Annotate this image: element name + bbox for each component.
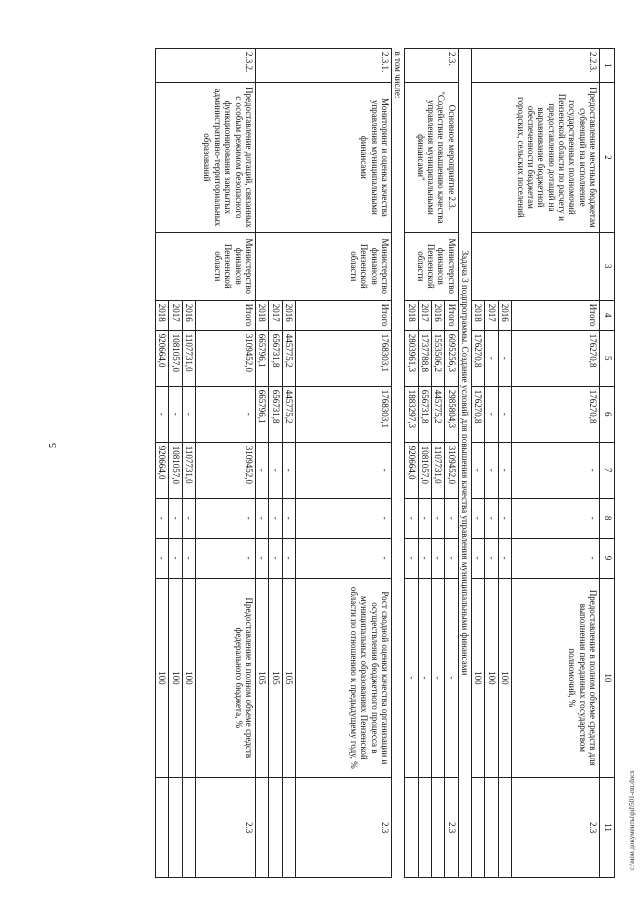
cell: - xyxy=(498,386,511,442)
cell: - xyxy=(282,498,295,538)
year-cell: 2018 xyxy=(255,300,268,330)
cell: - xyxy=(295,538,391,578)
cell: 1768303,1 xyxy=(295,386,391,442)
year-cell: 2018 xyxy=(471,300,484,330)
col-header: 9 xyxy=(600,538,615,578)
cell: - xyxy=(405,578,418,778)
cell: - xyxy=(182,386,195,442)
cell: 100 xyxy=(498,578,511,778)
cell: - xyxy=(255,498,268,538)
cell: 1553506,2 xyxy=(431,330,444,386)
cell: - xyxy=(512,538,600,578)
footer-file-path: c:\мои документы\pd\501-пп.docx xyxy=(628,770,636,870)
cell: 6095256,3 xyxy=(445,330,458,386)
cell: - xyxy=(169,538,182,578)
cell: 1081057,0 xyxy=(418,442,431,498)
cell xyxy=(255,778,268,878)
cell: 100 xyxy=(182,578,195,778)
cell: - xyxy=(445,578,458,778)
measure-name: Предоставление местным бюджетам субвенций на исполнение государственных полномочий Пензенской области по расчету и предоставлению дотаций на выравнивание бюджетной обеспеченности бюджетам городских, сельских поселений xyxy=(471,82,599,232)
col-header: 7 xyxy=(600,442,615,498)
year-cell: Итого xyxy=(445,300,458,330)
cell: 656731,8 xyxy=(269,330,282,386)
cell: 176270,8 xyxy=(512,330,600,386)
table-row xyxy=(445,49,458,878)
cell: 176270,8 xyxy=(471,330,484,386)
cell: 665796,1 xyxy=(255,330,268,386)
cell xyxy=(431,778,444,878)
cell: - xyxy=(169,386,182,442)
col-header: 11 xyxy=(600,778,615,878)
col-header: 1 xyxy=(600,49,615,83)
executor xyxy=(471,232,599,300)
cell: - xyxy=(418,578,431,778)
section-row xyxy=(458,49,471,878)
cell: 176270,8 xyxy=(471,386,484,442)
cell: - xyxy=(155,538,168,578)
year-cell: 2016 xyxy=(498,300,511,330)
cell: - xyxy=(269,498,282,538)
cell: - xyxy=(485,330,498,386)
cell: - xyxy=(485,442,498,498)
indicator-name: Предоставление в полном объеме средств федерального бюджета, % xyxy=(195,578,255,778)
cell: 2803961,3 xyxy=(405,330,418,386)
cell: - xyxy=(485,538,498,578)
cell xyxy=(405,778,418,878)
row-number: 2.3.2. xyxy=(155,49,255,83)
row-number: 2.3.1. xyxy=(255,49,391,83)
year-cell: Итого xyxy=(195,300,255,330)
col-header: 2 xyxy=(600,82,615,232)
cell: 656731,8 xyxy=(269,386,282,442)
cell: - xyxy=(498,442,511,498)
year-cell: 2016 xyxy=(282,300,295,330)
cell: - xyxy=(445,538,458,578)
cell: - xyxy=(255,538,268,578)
cell: 105 xyxy=(269,578,282,778)
year-cell: 2017 xyxy=(169,300,182,330)
col-header: 10 xyxy=(600,578,615,778)
cell: - xyxy=(498,538,511,578)
indicator-name: Предоставление в полном объеме средств для выполнения переданных государством полномочий, % xyxy=(512,578,600,778)
cell: 1768303,1 xyxy=(295,330,391,386)
cell: 2985804,3 xyxy=(445,386,458,442)
cell: 1081057,0 xyxy=(169,442,182,498)
col-header: 8 xyxy=(600,498,615,538)
executor: Министерство финансов Пензенской области xyxy=(405,232,458,300)
cell xyxy=(269,778,282,878)
section-row xyxy=(391,49,404,878)
measure-name: Предоставление дотаций, связанных с особым режимом безопасного функционирования закрытых административно-территориальных образований xyxy=(155,82,255,232)
cell xyxy=(182,778,195,878)
cell: - xyxy=(182,538,195,578)
measure-name: Основное мероприятие 2.3. "Содействие повышению качества управления муниципальными финансами" xyxy=(405,82,458,232)
cell: 1107731,0 xyxy=(182,330,195,386)
cell: 100 xyxy=(471,578,484,778)
cell: - xyxy=(512,442,600,498)
col-header: 3 xyxy=(600,232,615,300)
cell: - xyxy=(445,498,458,538)
cell: 445775,2 xyxy=(431,386,444,442)
cell: - xyxy=(195,538,255,578)
year-cell: 2016 xyxy=(182,300,195,330)
cell: 2.3 xyxy=(295,778,391,878)
col-header: 5 xyxy=(600,330,615,386)
cell: 176270,8 xyxy=(512,386,600,442)
cell: 2.3 xyxy=(512,778,600,878)
cell: 3109452,0 xyxy=(445,442,458,498)
cell: 100 xyxy=(169,578,182,778)
year-cell: 2017 xyxy=(269,300,282,330)
year-cell: 2016 xyxy=(431,300,444,330)
cell: 105 xyxy=(282,578,295,778)
table-row xyxy=(512,49,600,878)
cell: 100 xyxy=(155,578,168,778)
cell xyxy=(169,778,182,878)
cell: 920664,0 xyxy=(155,442,168,498)
cell xyxy=(155,778,168,878)
cell: 656731,8 xyxy=(418,386,431,442)
cell: 445775,2 xyxy=(282,330,295,386)
cell: - xyxy=(269,442,282,498)
cell: 1107731,0 xyxy=(431,442,444,498)
cell: - xyxy=(155,498,168,538)
row-number: 2.2.3. xyxy=(471,49,599,83)
year-cell: Итого xyxy=(512,300,600,330)
cell: 920664,0 xyxy=(405,442,418,498)
cell: - xyxy=(269,538,282,578)
cell: - xyxy=(485,386,498,442)
cell xyxy=(282,778,295,878)
cell: 2.3 xyxy=(195,778,255,878)
cell: - xyxy=(431,498,444,538)
cell: - xyxy=(471,442,484,498)
cell xyxy=(418,778,431,878)
cell: - xyxy=(431,538,444,578)
year-cell: 2017 xyxy=(418,300,431,330)
year-cell: 2018 xyxy=(155,300,168,330)
cell: - xyxy=(195,498,255,538)
cell: 1737788,8 xyxy=(418,330,431,386)
program-table xyxy=(155,48,615,878)
indicator-name: Рост сводной оценки качества организации и осуществления бюджетного процесса в муниципальных образованиях Пензенской области по отношению к предыдущему году, % xyxy=(295,578,391,778)
cell: - xyxy=(169,498,182,538)
cell: 3109452,0 xyxy=(195,442,255,498)
header-row xyxy=(600,49,615,878)
cell: - xyxy=(498,330,511,386)
cell: - xyxy=(182,498,195,538)
cell: - xyxy=(471,498,484,538)
cell: - xyxy=(471,538,484,578)
cell: 445775,2 xyxy=(282,386,295,442)
col-header: 6 xyxy=(600,386,615,442)
cell: 1107731,0 xyxy=(182,442,195,498)
cell: 665796,1 xyxy=(255,386,268,442)
cell: - xyxy=(512,498,600,538)
cell xyxy=(485,778,498,878)
cell: - xyxy=(155,386,168,442)
cell: - xyxy=(295,442,391,498)
cell: - xyxy=(498,498,511,538)
row-number: 2.3. xyxy=(405,49,458,83)
year-cell: 2018 xyxy=(405,300,418,330)
table-row xyxy=(295,49,391,878)
page-number: 5 xyxy=(48,443,59,448)
executor: Министерство финансов Пензенской области xyxy=(155,232,255,300)
executor: Министерство финансов Пензенской области xyxy=(255,232,391,300)
year-cell: 2017 xyxy=(485,300,498,330)
cell: - xyxy=(295,498,391,538)
table-row xyxy=(195,49,255,878)
in-that-number-label: в том числе: xyxy=(391,49,404,878)
task-heading: Задача 3 подпрограммы. Создание условий для повышения качества управления муниципальными финансами xyxy=(458,49,471,878)
year-cell: Итого xyxy=(295,300,391,330)
cell: 1883297,3 xyxy=(405,386,418,442)
cell: 920664,0 xyxy=(155,330,168,386)
rotated-sheet xyxy=(95,48,615,878)
cell: - xyxy=(282,538,295,578)
measure-name: Мониторинг и оценка качества управления муниципальными финансами xyxy=(255,82,391,232)
cell: - xyxy=(431,578,444,778)
col-header: 4 xyxy=(600,300,615,330)
cell: - xyxy=(282,442,295,498)
cell: 3109452,0 xyxy=(195,330,255,386)
cell: - xyxy=(418,498,431,538)
cell xyxy=(471,778,484,878)
cell: 100 xyxy=(485,578,498,778)
cell: 1081057,0 xyxy=(169,330,182,386)
cell xyxy=(498,778,511,878)
cell: 2.3 xyxy=(445,778,458,878)
cell: - xyxy=(485,498,498,538)
cell: - xyxy=(255,442,268,498)
cell: - xyxy=(405,538,418,578)
cell: - xyxy=(418,538,431,578)
cell: 105 xyxy=(255,578,268,778)
cell: - xyxy=(195,386,255,442)
cell: - xyxy=(405,498,418,538)
